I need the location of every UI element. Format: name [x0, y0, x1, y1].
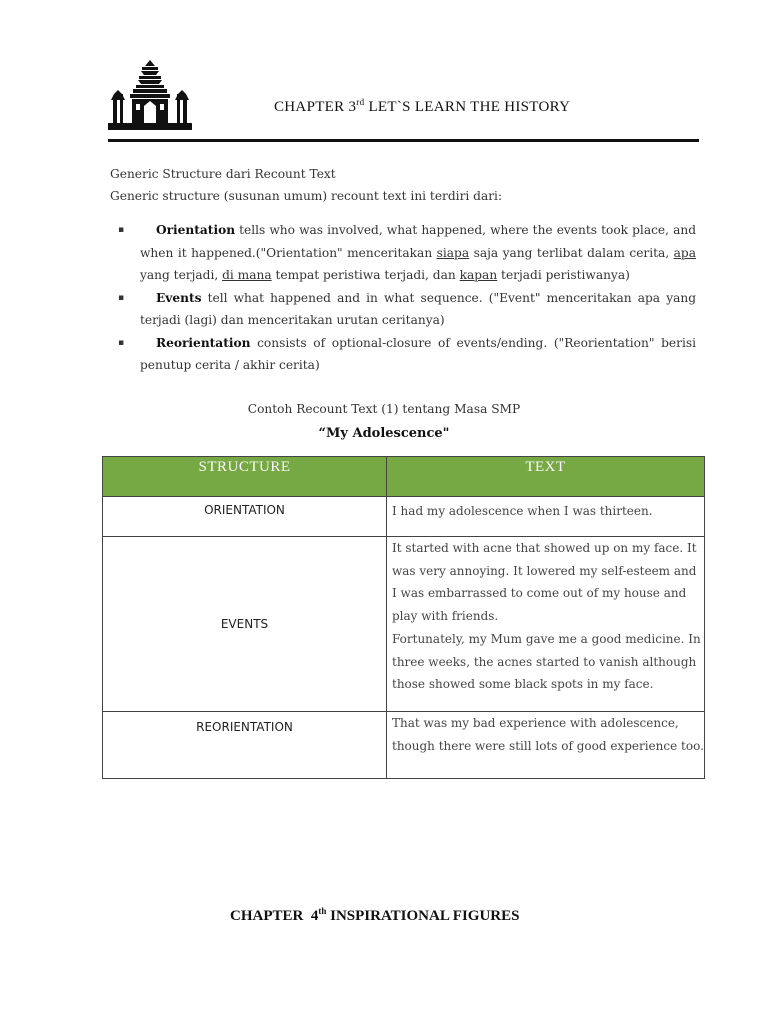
table-row	[103, 712, 705, 779]
bullet-text: consists of optional-closure of events/ending. ("Reorientation" berisi penutup cerita / akhir cerita)	[140, 335, 696, 372]
bullet-text: terjadi peristiwanya)	[497, 268, 630, 282]
bullet-text: tell what happened and in what sequence. ("Event" menceritakan apa yang terjadi (lagi) dan menceritakan urutan ceritanya)	[140, 290, 696, 327]
bullet-text: yang terjadi,	[140, 268, 223, 282]
text-cell: I had my adolescence when I was thirteen.	[387, 497, 705, 537]
structure-bullet-list	[118, 219, 696, 377]
next-chapter-title	[230, 906, 519, 925]
next-chapter-sup: th	[318, 906, 327, 916]
structure-cell: REORIENTATION	[103, 712, 387, 779]
bullet-term-reorientation: Reorientation	[156, 335, 251, 350]
bullet-events	[118, 287, 696, 332]
next-chapter-suffix: INSPIRATIONAL FIGURES	[326, 908, 520, 924]
bullet-orientation	[118, 219, 696, 287]
text-cell: It started with acne that showed up on my face. It was very annoying. It lowered my self-esteem and I was embarrassed to come out of my house and play with friends. Fortunately, my Mum gave me a good medicine. In three weeks, the acnes started to vanish although those showed some black spots in my face.	[387, 537, 705, 712]
bullet-text: tells who was involved, what happened, where the events took place, and when it happened.("Orientation" menceritakan	[140, 223, 696, 260]
structure-cell: ORIENTATION	[103, 497, 387, 537]
intro-line-1: Generic Structure dari Recount Text	[110, 167, 336, 181]
next-chapter-prefix: CHAPTER 4	[230, 908, 319, 924]
structure-cell: EVENTS	[103, 537, 387, 712]
table-row	[103, 537, 705, 712]
underlined-word: apa	[673, 245, 696, 260]
text-cell: That was my bad experience with adolescence, though there were still lots of good experience too.	[387, 712, 705, 779]
table-header-row	[103, 457, 705, 497]
bullet-square-icon: ▪	[118, 337, 125, 348]
chapter-title-prefix: CHAPTER 3	[274, 99, 357, 115]
bullet-square-icon: ▪	[118, 225, 125, 235]
bullet-text: saja yang terlibat dalam cerita,	[469, 245, 674, 260]
recount-structure-table	[102, 456, 705, 779]
intro-line-2: Generic structure (susunan umum) recount text ini terdiri dari:	[110, 189, 503, 203]
bullet-text: tempat peristiwa terjadi, dan	[271, 268, 460, 282]
underlined-word: di mana	[222, 268, 272, 282]
header-divider	[108, 139, 699, 142]
underlined-word: siapa	[436, 245, 470, 260]
example-title: “My Adolescence"	[318, 426, 450, 441]
bullet-term-events: Events	[156, 290, 202, 305]
chapter-title-sup: rd	[356, 97, 365, 107]
chapter-title	[274, 97, 570, 116]
bali-temple-gate-icon	[108, 60, 192, 130]
underlined-word: kapan	[459, 268, 498, 282]
column-header-text: TEXT	[387, 457, 705, 497]
column-header-structure: STRUCTURE	[103, 457, 387, 497]
bullet-term-orientation: Orientation	[156, 223, 236, 237]
table-row	[103, 497, 705, 537]
example-subtitle: Contoh Recount Text (1) tentang Masa SMP	[247, 402, 521, 416]
bullet-square-icon: ▪	[118, 292, 125, 303]
bullet-reorientation	[118, 332, 696, 377]
chapter-title-suffix: LET`S LEARN THE HISTORY	[364, 99, 571, 115]
